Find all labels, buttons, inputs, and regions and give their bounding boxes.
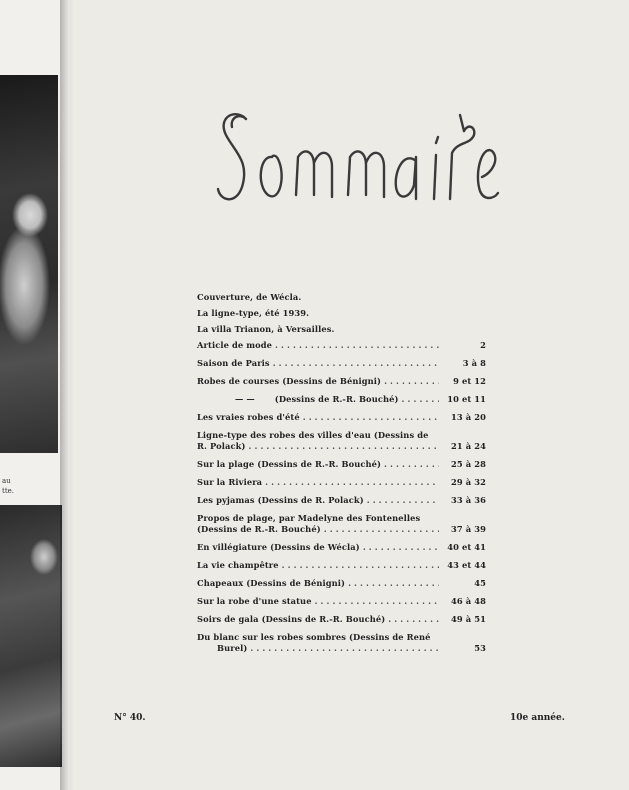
leader-dots — [282, 560, 439, 571]
issue-number: N° 40. — [114, 713, 146, 723]
toc-title: Les pyjamas (Dessins de R. Polack) — [197, 495, 364, 505]
toc-pages: 25 à 28 — [451, 459, 486, 469]
toc-entry — [197, 340, 486, 351]
toc-title-line1: Ligne-type des robes des villes d'eau (Dessins de — [197, 430, 429, 440]
toc-title-line1: Propos de plage, par Madelyne des Fontenelles — [197, 513, 421, 523]
toc-pages: 2 — [480, 340, 486, 350]
toc-pages: 29 à 32 — [451, 477, 486, 487]
toc-title: Burel) — [217, 643, 248, 653]
toc-entry — [197, 542, 486, 553]
toc-title: La ligne-type, été 1939. — [197, 308, 310, 318]
toc-entry — [197, 495, 486, 506]
toc-title: Article de mode — [197, 340, 273, 350]
leader-dots — [367, 495, 439, 506]
toc-entry — [197, 430, 486, 452]
toc-title: La villa Trianon, à Versailles. — [197, 324, 335, 334]
toc-title: Les vraies robes d'été — [197, 412, 300, 422]
toc-title: Soirs de gala (Dessins de R.-R. Bouché) — [197, 614, 386, 624]
toc-title: Robes de courses (Dessins de Bénigni) — [197, 376, 382, 386]
leader-dots — [384, 376, 439, 387]
leader-dots — [348, 578, 439, 589]
toc-entry — [197, 394, 486, 405]
toc-entry — [197, 477, 486, 488]
fashion-photo-cyclist — [0, 75, 58, 453]
toc-title: En villégiature (Dessins de Wécla) — [197, 542, 360, 552]
toc-title: Sur la robe d'une statue — [197, 596, 312, 606]
leader-dots — [324, 524, 439, 535]
toc-pages: 53 — [474, 643, 486, 653]
toc-title: (Dessins de R.-R. Bouché) — [197, 524, 321, 534]
table-of-contents — [197, 292, 486, 661]
toc-pages: 13 à 20 — [451, 412, 486, 422]
toc-pages: 3 à 8 — [462, 358, 486, 368]
leader-dots — [388, 614, 439, 625]
toc-pages: 46 à 48 — [451, 596, 486, 606]
toc-entry — [197, 459, 486, 470]
fashion-photo-group — [0, 505, 62, 767]
toc-pages: 33 à 36 — [451, 495, 486, 505]
toc-title: Couverture, de Wécla. — [197, 292, 302, 302]
toc-entry — [197, 614, 486, 625]
toc-title-line1: Du blanc sur les robes sombres (Dessins de René — [197, 632, 431, 642]
toc-entry — [197, 292, 486, 303]
toc-entry — [197, 308, 486, 319]
leader-dots — [265, 477, 439, 488]
leader-dots — [303, 412, 439, 423]
leader-dots — [402, 394, 439, 405]
toc-pages: 37 à 39 — [451, 524, 486, 534]
toc-pages: 10 et 11 — [447, 394, 486, 404]
book-gutter-shadow — [60, 0, 74, 790]
caption-fragment: au — [2, 477, 11, 485]
toc-entry — [197, 596, 486, 607]
toc-title: R. Polack) — [197, 441, 246, 451]
toc-entry — [197, 324, 486, 335]
leader-dots — [250, 643, 439, 654]
toc-title: Sur la plage (Dessins de R.-R. Bouché) — [197, 459, 382, 469]
leader-dots — [384, 459, 439, 470]
toc-pages: 21 à 24 — [451, 441, 486, 451]
leader-dots — [275, 340, 439, 351]
toc-title: Sur la Riviera — [197, 477, 263, 487]
toc-title: La vie champêtre — [197, 560, 279, 570]
leader-dots — [273, 358, 439, 369]
toc-entry — [197, 578, 486, 589]
toc-entry — [197, 376, 486, 387]
toc-pages: 49 à 51 — [451, 614, 486, 624]
toc-entry — [197, 632, 486, 654]
toc-pages: 40 et 41 — [447, 542, 486, 552]
leader-dots — [363, 542, 439, 553]
toc-title: Saison de Paris — [197, 358, 270, 368]
toc-entry — [197, 513, 486, 535]
volume-year: 10e année. — [510, 713, 565, 723]
leader-dots — [248, 441, 439, 452]
toc-pages: 9 et 12 — [453, 376, 486, 386]
toc-title: Chapeaux (Dessins de Bénigni) — [197, 578, 346, 588]
caption-fragment: tte. — [2, 487, 14, 495]
ditto-dashes: — — — [235, 394, 255, 404]
leader-dots — [315, 596, 439, 607]
toc-entry — [197, 412, 486, 423]
toc-title: (Dessins de R.-R. Bouché) — [274, 394, 399, 404]
toc-pages: 45 — [474, 578, 486, 588]
toc-pages: 43 et 44 — [447, 560, 486, 570]
toc-entry — [197, 358, 486, 369]
toc-entry — [197, 560, 486, 571]
page-title-script — [210, 95, 500, 220]
